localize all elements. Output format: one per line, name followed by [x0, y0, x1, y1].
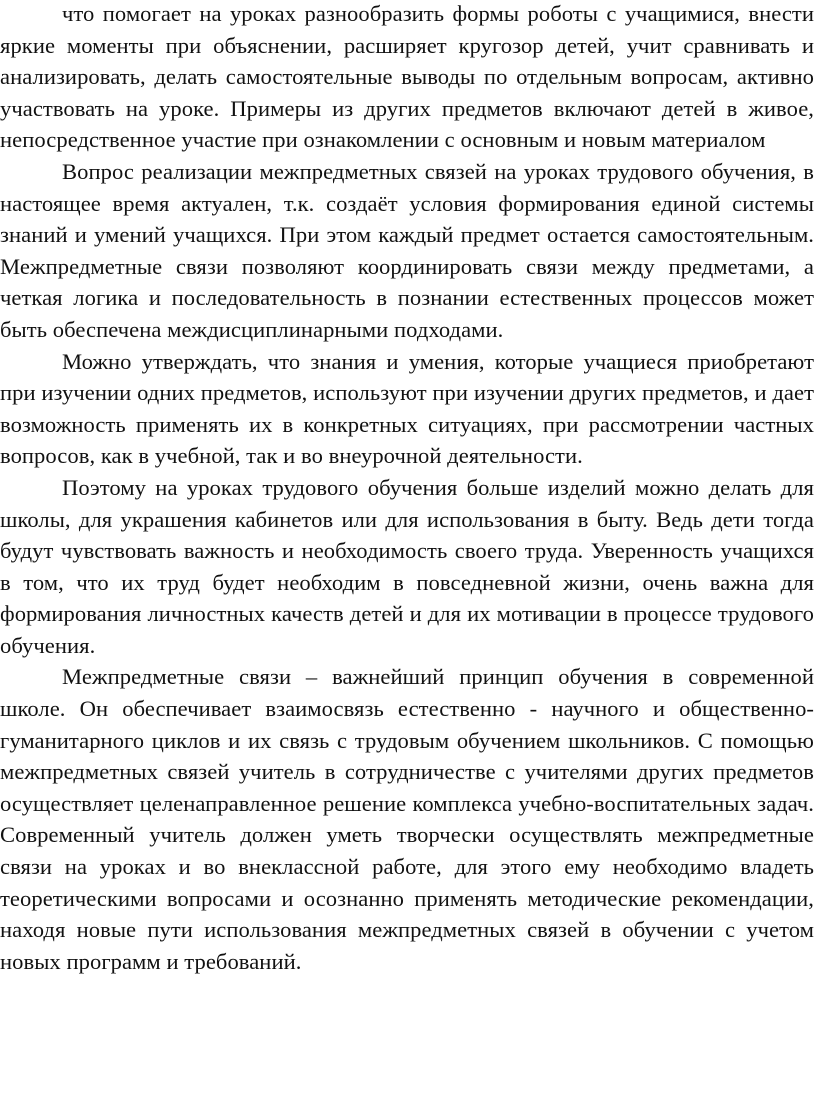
- paragraph-1: что помогает на уроках разнообразить формы роботы с учащимися, внести яркие моменты при объяснении, расширяет кругозор детей, учит сравнивать и анализировать, делать самостоятельные выводы по отдельным вопросам, активно участвовать на уроке. Примеры из других предметов включают детей в живое, непосредственное участие при ознакомлении с основным и новым материалом: [0, 1, 814, 153]
- paragraph-5: Межпредметные связи – важнейший принцип обучения в современной школе. Он обеспечивает взаимосвязь естественно - научного и общественно-гуманитарного циклов и их связь с трудовым обучением школьников. С помощью межпредметных связей учитель в сотрудничестве с учителями других предметов осуществляет целенаправленное решение комплекса учебно-воспитательных задач. Современный учитель должен уметь творчески осуществлять межпредметные связи на уроках и во внеклассной работе, для этого ему необходимо владеть теоретическими вопросами и осознанно применять методические рекомендации, находя новые пути использования межпредметных связей в обучении с учетом новых программ и требований.: [0, 664, 814, 974]
- paragraph-3: Можно утверждать, что знания и умения, которые учащиеся приобретают при изучении одних предметов, используют при изучении других предметов, и дает возможность применять их в конкретных ситуациях, при рассмотрении частных вопросов, как в учебной, так и во внеурочной деятельности.: [0, 348, 814, 469]
- paragraph-2: Вопрос реализации межпредметных связей на уроках трудового обучения, в настоящее время актуален, т.к. создаёт условия формирования единой системы знаний и умений учащихся. При этом каждый предмет остается самостоятельным. Межпредметные связи позволяют координировать связи между предметами, а четкая логика и последовательность в познании естественных процессов может быть обеспечена междисциплинарными подходами.: [0, 158, 814, 342]
- paragraph-4: Поэтому на уроках трудового обучения больше изделий можно делать для школы, для украшения кабинетов или для использования в быту. Ведь дети тогда будут чувствовать важность и необходимость своего труда. Уверенность учащихся в том, что их труд будет необходим в повседневной жизни, очень важна для формирования личностных качеств детей и для их мотивации в процессе трудового обучения.: [0, 474, 814, 658]
